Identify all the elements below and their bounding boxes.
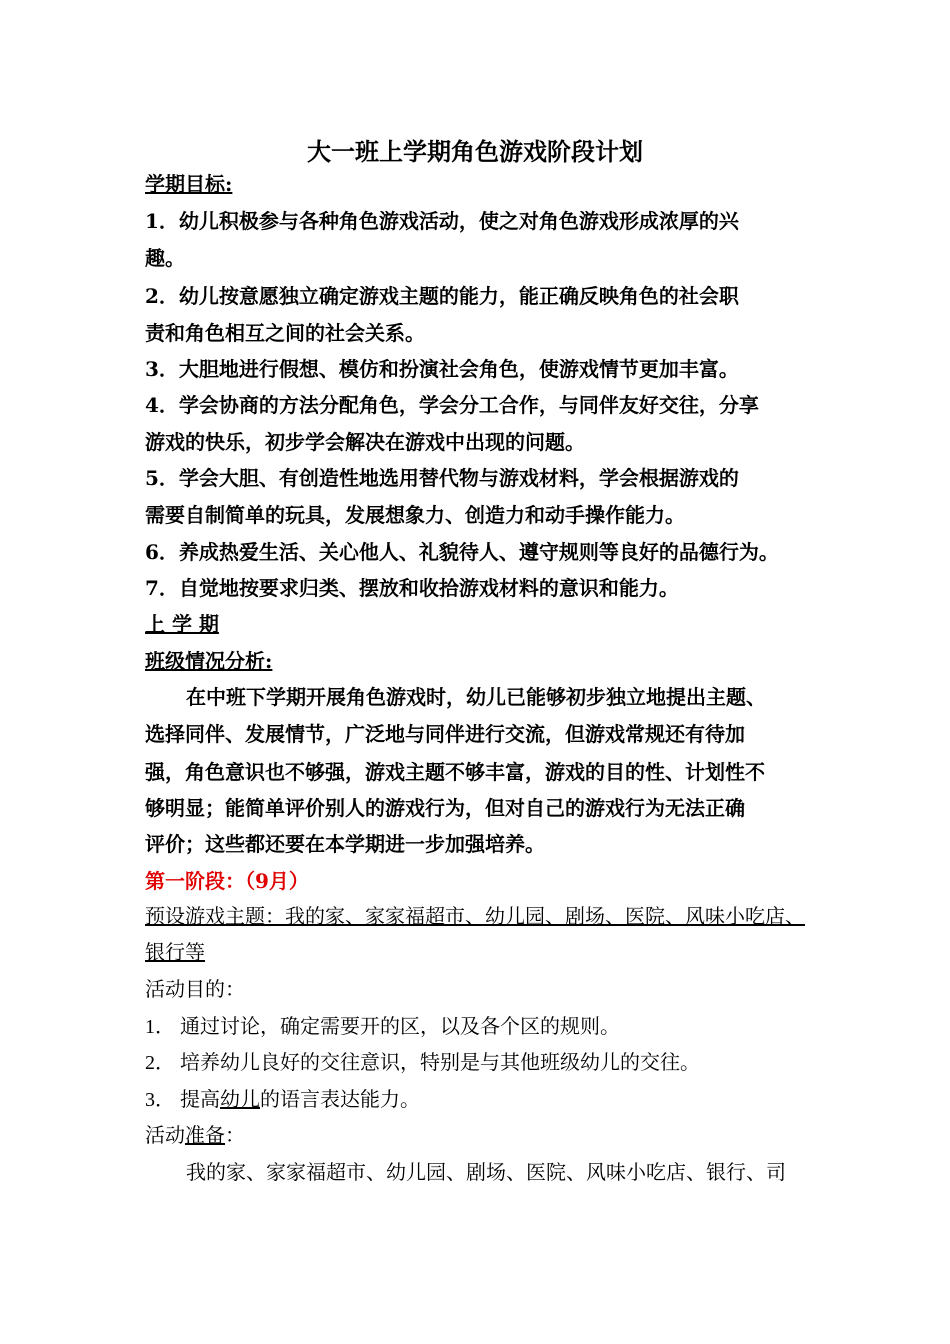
prep-prefix: 活动 [145, 1125, 185, 1147]
goal-line: 1．幼儿积极参与各种角色游戏活动，使之对角色游戏形成浓厚的兴 [145, 209, 739, 233]
stage-heading: 第一阶段：（9月） [145, 869, 309, 893]
goals-heading: 学期目标: [145, 172, 233, 196]
objective-line: 1． 通过讨论，确定需要开的区，以及各个区的规则。 [145, 1016, 620, 1038]
goal-line: 6．养成热爱生活、关心他人、礼貌待人、遵守规则等良好的品德行为。 [145, 540, 779, 564]
themes-line: 银行等 [145, 942, 205, 964]
prep-suffix: ： [225, 1125, 245, 1147]
goal-line: 7．自觉地按要求归类、摆放和收拾游戏材料的意识和能力。 [145, 576, 679, 600]
analysis-line: 评价；这些都还要在本学期进一步加强培养。 [145, 832, 545, 856]
goal-line: 3．大胆地进行假想、模仿和扮演社会角色，使游戏情节更加丰富。 [145, 357, 739, 381]
page-title: 大一班上学期角色游戏阶段计划 [307, 137, 643, 166]
goal-line: 趣。 [145, 246, 185, 270]
prep-heading [145, 1124, 245, 1148]
analysis-line: 强，角色意识也不够强，游戏主题不够丰富，游戏的目的性、计划性不 [145, 760, 765, 784]
goal-line: 5．学会大胆、有创造性地选用替代物与游戏材料，学会根据游戏的 [145, 466, 739, 490]
analysis-line: 选择同伴、发展情节，广泛地与同伴进行交流，但游戏常规还有待加 [145, 722, 745, 746]
themes-line: 预设游戏主题：我的家、家家福超市、幼儿园、剧场、医院、风味小吃店、 [145, 906, 805, 928]
goal-line: 4．学会协商的方法分配角色，学会分工合作，与同伴友好交往，分享 [145, 393, 759, 417]
goal-line: 2．幼儿按意愿独立确定游戏主题的能力，能正确反映角色的社会职 [145, 284, 739, 308]
goal-line: 需要自制简单的玩具，发展想象力、创造力和动手操作能力。 [145, 503, 685, 527]
objective-suffix: 的语言表达能力。 [260, 1089, 420, 1111]
prep-text: 我的家、家家福超市、幼儿园、剧场、医院、风味小吃店、银行、司 [186, 1162, 786, 1184]
prep-underlined: 准备 [185, 1125, 225, 1147]
objective-line: 2． 培养幼儿良好的交往意识，特别是与其他班级幼儿的交往。 [145, 1052, 700, 1074]
objective-underlined: 幼儿 [220, 1089, 260, 1111]
goal-line: 游戏的快乐，初步学会解决在游戏中出现的问题。 [145, 430, 585, 454]
goal-line: 责和角色相互之间的社会关系。 [145, 321, 425, 345]
objective-line [145, 1088, 420, 1112]
objective-prefix: 3． 提高 [145, 1089, 220, 1111]
analysis-heading: 班级情况分析: [145, 649, 273, 673]
analysis-line: 够明显；能简单评价别人的游戏行为，但对自己的游戏行为无法正确 [145, 796, 745, 820]
semester-heading: 上 学 期 [145, 612, 219, 636]
analysis-line: 在中班下学期开展角色游戏时，幼儿已能够初步独立地提出主题、 [186, 685, 766, 709]
objectives-heading: 活动目的： [145, 979, 245, 1001]
